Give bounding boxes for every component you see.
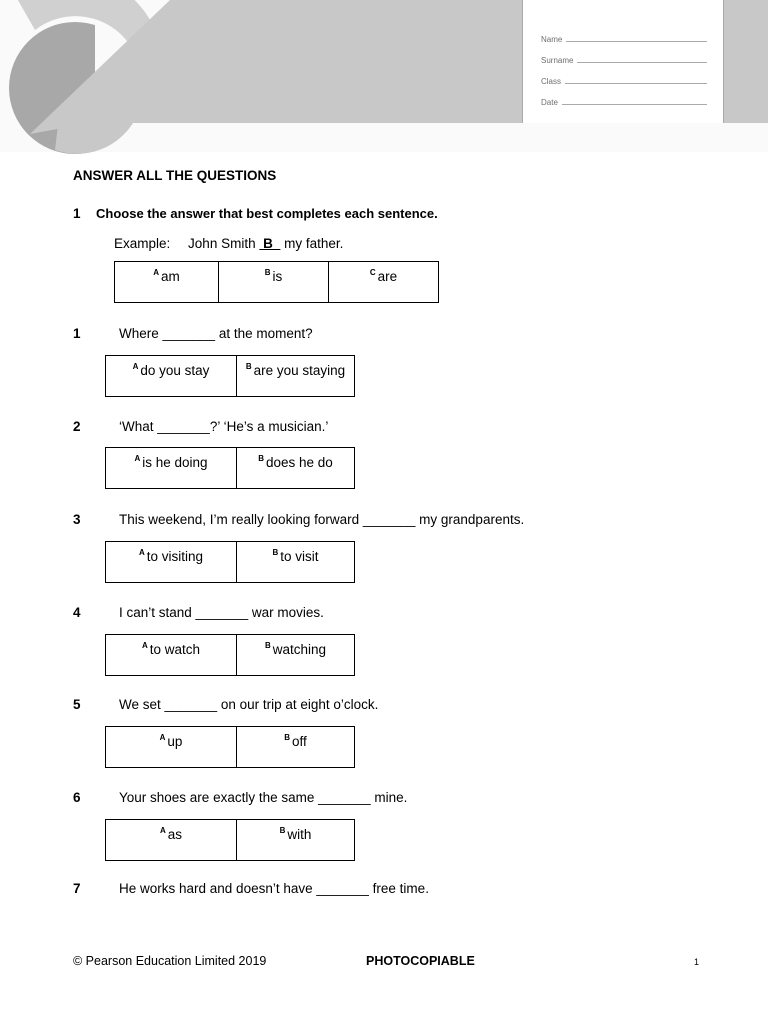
option-letter: A	[159, 733, 166, 742]
example-before: John Smith	[188, 236, 256, 251]
option-letter: B	[272, 548, 279, 557]
option-b[interactable]	[236, 448, 354, 488]
option-b[interactable]	[236, 542, 354, 582]
section-title: Choose the answer that best completes each sentence.	[96, 206, 438, 221]
question-options	[105, 541, 355, 583]
option-text: is he doing	[142, 455, 208, 470]
option-a[interactable]	[106, 356, 236, 396]
date-label: Date	[541, 98, 558, 107]
option-text: do you stay	[140, 363, 210, 378]
question-text: Where _______ at the moment?	[119, 326, 313, 341]
option-text: to watch	[149, 642, 201, 657]
option-a[interactable]	[106, 820, 236, 860]
example-answer: B	[259, 236, 281, 251]
section-number: 1	[73, 206, 81, 221]
option-letter: A	[134, 454, 141, 463]
option-letter: B	[264, 641, 271, 650]
option-letter: A	[132, 362, 139, 371]
option-b[interactable]	[236, 820, 354, 860]
header-grey-block	[170, 0, 522, 123]
surname-field[interactable]	[541, 51, 707, 65]
option-text: are	[377, 269, 398, 284]
question-text: We set _______ on our trip at eight o’clock.	[119, 697, 379, 712]
date-line	[562, 98, 707, 105]
option-letter: A	[141, 641, 148, 650]
date-field[interactable]	[541, 93, 707, 107]
option-letter: B	[245, 362, 252, 371]
name-field[interactable]	[541, 30, 707, 44]
question-number: 2	[73, 419, 81, 434]
option-text: with	[287, 827, 312, 842]
question-text: I can’t stand _______ war movies.	[119, 605, 324, 620]
option-b[interactable]	[236, 356, 354, 396]
option-letter: A	[138, 548, 145, 557]
option-letter: C	[369, 268, 376, 277]
question-number: 7	[73, 881, 81, 896]
question-text: This weekend, I’m really looking forward _______ my grandparents.	[119, 512, 525, 527]
question-options	[105, 355, 355, 397]
option-b[interactable]	[236, 635, 354, 675]
example-option-b[interactable]	[218, 262, 328, 302]
class-label: Class	[541, 77, 562, 86]
option-text: up	[167, 734, 183, 749]
option-a[interactable]	[106, 448, 236, 488]
question-number: 6	[73, 790, 81, 805]
footer-copyright: © Pearson Education Limited 2019	[73, 954, 267, 968]
question-number: 5	[73, 697, 81, 712]
page-number: 1	[694, 957, 700, 967]
class-line	[565, 77, 707, 84]
question-number: 3	[73, 512, 81, 527]
question-text: He works hard and doesn’t have _______ free time.	[119, 881, 429, 896]
option-letter: A	[153, 268, 159, 277]
question-options	[105, 819, 355, 861]
option-letter: B	[258, 454, 264, 463]
question-options	[105, 447, 355, 489]
option-text: to visit	[280, 549, 319, 564]
option-letter: B	[279, 826, 286, 835]
option-a[interactable]	[106, 635, 236, 675]
surname-line	[577, 56, 707, 63]
example-option-c[interactable]	[328, 262, 438, 302]
question-number: 4	[73, 605, 81, 620]
question-text: Your shoes are exactly the same _______ mine.	[119, 790, 408, 805]
option-b[interactable]	[236, 727, 354, 767]
footer-photocopiable: PHOTOCOPIABLE	[366, 954, 475, 968]
example-options	[114, 261, 439, 303]
class-field[interactable]	[541, 72, 707, 86]
example-after: my father.	[284, 236, 344, 251]
option-a[interactable]	[106, 727, 236, 767]
question-options	[105, 634, 355, 676]
student-info-panel	[522, 0, 724, 123]
name-label: Name	[541, 35, 563, 44]
example-sentence	[114, 236, 343, 251]
option-text: off	[292, 734, 307, 749]
option-letter: B	[264, 268, 271, 277]
header-right-strip	[724, 0, 768, 123]
example-label: Example:	[114, 236, 171, 251]
surname-label: Surname	[541, 56, 574, 65]
question-number: 1	[73, 326, 81, 341]
option-text: does he do	[265, 455, 333, 470]
option-text: as	[167, 827, 183, 842]
option-text: are you staying	[253, 363, 346, 378]
option-letter: A	[159, 826, 166, 835]
question-options	[105, 726, 355, 768]
name-line	[566, 35, 707, 42]
question-text: ‘What _______?’ ‘He’s a musician.’	[119, 419, 329, 434]
option-letter: B	[284, 733, 290, 742]
page-instruction: ANSWER ALL THE QUESTIONS	[73, 168, 277, 183]
option-text: am	[161, 269, 180, 284]
option-text: watching	[272, 642, 327, 657]
option-a[interactable]	[106, 542, 236, 582]
option-text: is	[272, 269, 283, 284]
example-option-a[interactable]	[115, 262, 218, 302]
option-text: to visiting	[146, 549, 204, 564]
